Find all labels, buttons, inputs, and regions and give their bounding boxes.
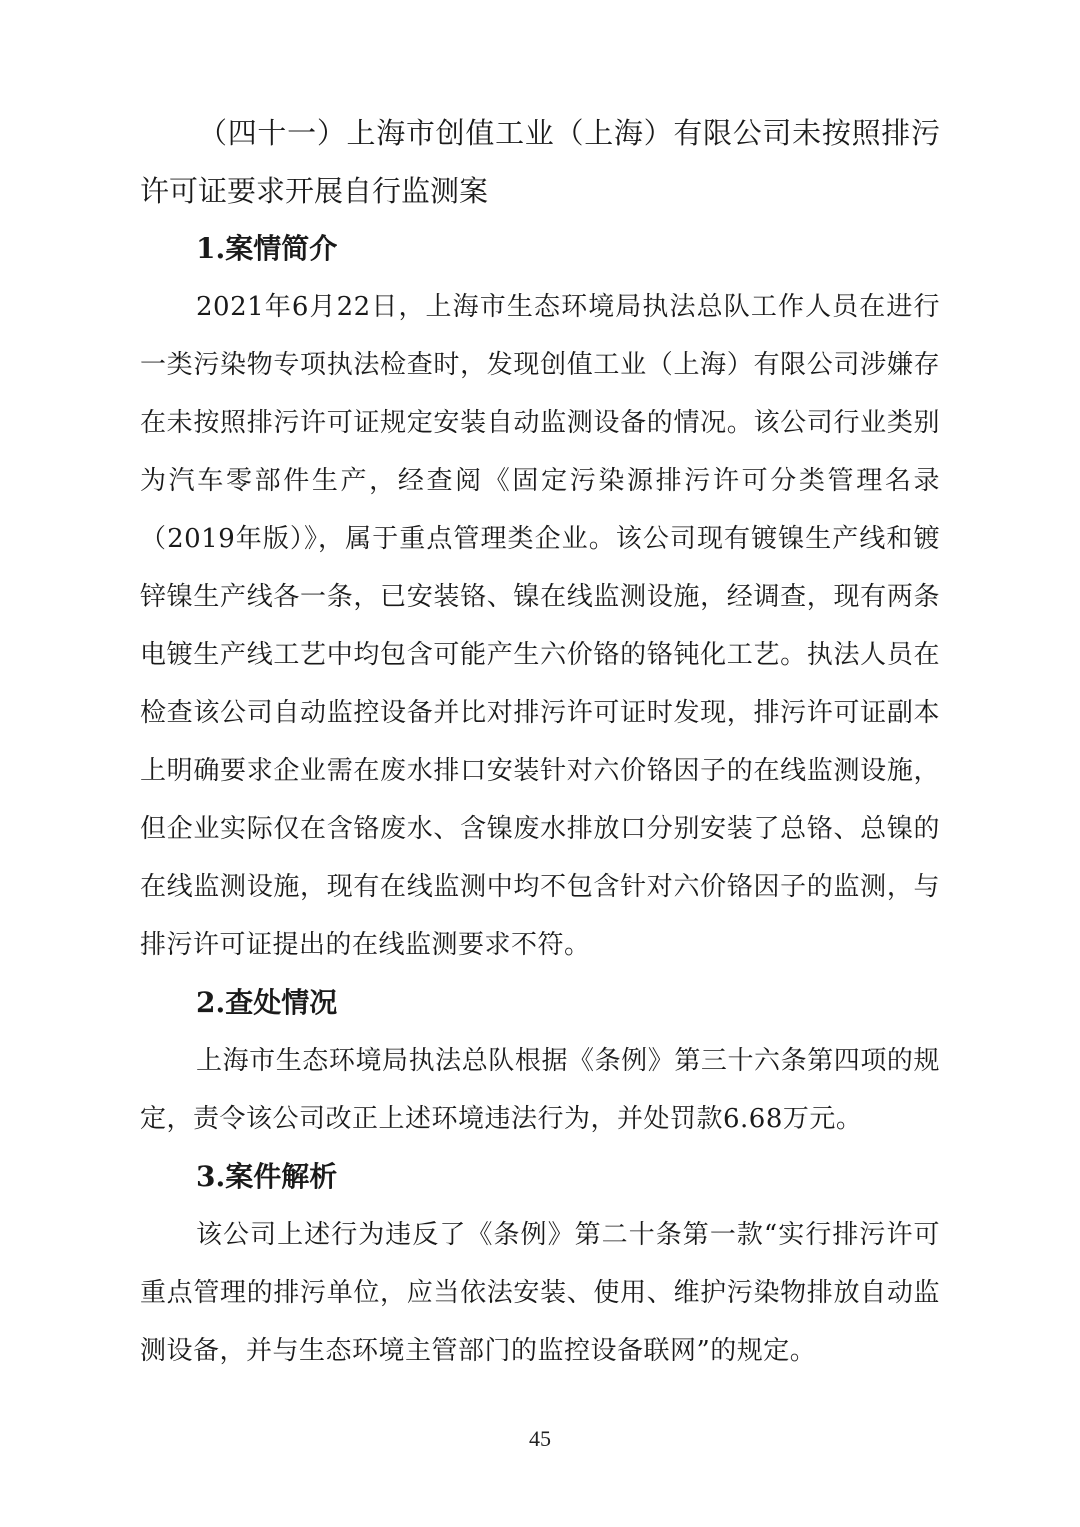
section-heading-investigation: 2.查处情况 <box>196 986 338 1019</box>
section-heading-case-summary: 1.案情简介 <box>196 232 338 265</box>
case-title: （四十一）上海市创值工业（上海）有限公司未按照排污许可证要求开展自行监测案 <box>140 116 940 208</box>
section-investigation <box>140 974 940 1148</box>
paragraph-case-analysis: 该公司上述行为违反了《条例》第二十条第一款“实行排污许可重点管理的排污单位，应当依法安装、使用、维护污染物排放自动监测设备，并与生态环境主管部门的监控设备联网”的规定。 <box>140 1220 940 1366</box>
paragraph-case-summary: 2021年6月22日，上海市生态环境局执法总队工作人员在进行一类污染物专项执法检查时，发现创值工业（上海）有限公司涉嫌存在未按照排污许可证规定安装自动监测设备的情况。该公司行业类别为汽车零部件生产，经查阅《固定污染源排污许可分类管理名录（2019年版）》，属于重点管理类企业。该公司现有镀镍生产线和镀锌镍生产线各一条，已安装铬、镍在线监测设施，经调查，现有两条电镀生产线工艺中均包含可能产生六价铬的铬钝化工艺。执法人员在检查该公司自动监控设备并比对排污许可证时发现，排污许可证副本上明确要求企业需在废水排口安装针对六价铬因子的在线监测设施，但企业实际仅在含铬废水、含镍废水排放口分别安装了总铬、总镍的在线监测设施，现有在线监测中均不包含针对六价铬因子的监测，与排污许可证提出的在线监测要求不符。 <box>140 292 940 960</box>
paragraph-investigation: 上海市生态环境局执法总队根据《条例》第三十六条第四项的规定，责令该公司改正上述环境违法行为，并处罚款6.68万元。 <box>140 1046 940 1134</box>
page-content <box>140 104 940 1380</box>
section-case-analysis <box>140 1148 940 1380</box>
page-number: 45 <box>529 1426 551 1451</box>
section-case-summary <box>140 220 940 974</box>
section-heading-case-analysis: 3.案件解析 <box>196 1160 338 1193</box>
